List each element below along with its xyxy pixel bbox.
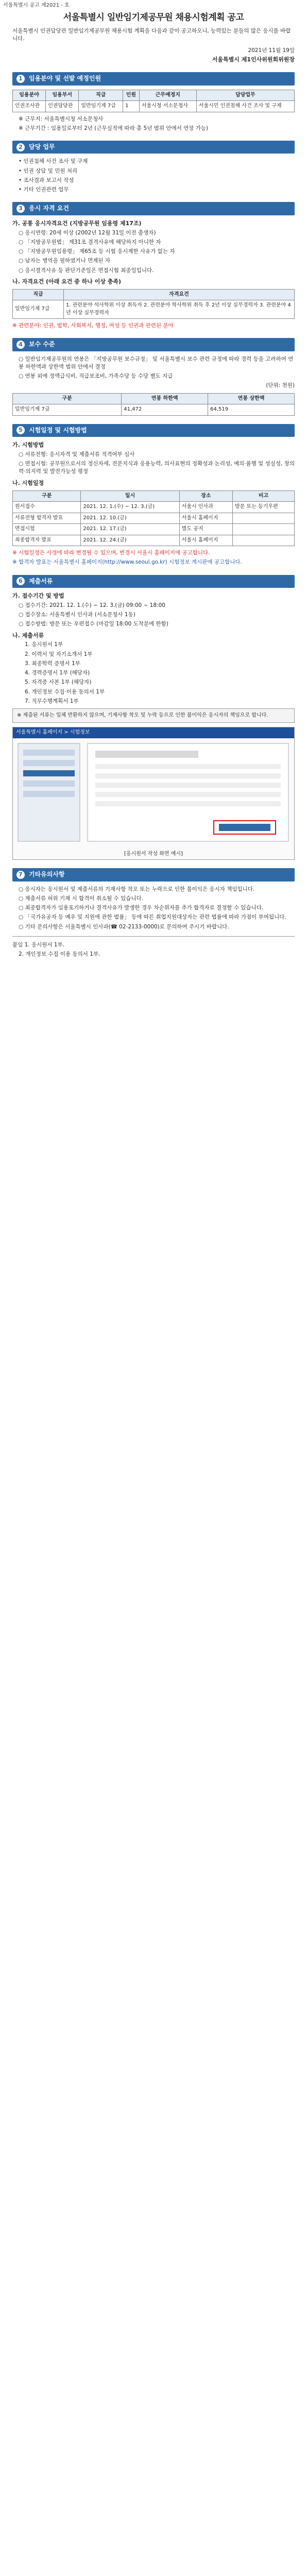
recruitment-table — [12, 90, 295, 112]
table-header: 구분 — [13, 490, 81, 502]
table-cell: 원서접수 — [13, 502, 81, 513]
table-row — [13, 502, 295, 513]
table-cell: 서울시 홈페이지 — [179, 535, 232, 546]
section-title: 제출서류 — [29, 577, 53, 585]
attachment-item: 붙임 1. 응시원서 1부. — [12, 941, 65, 948]
note-line: ※ 근무기간 : 임용일로부터 2년 (근무실적에 따라 총 5년 범위 안에서 연장 가능) — [19, 125, 209, 131]
table-row — [13, 101, 295, 112]
table-cell: 2021. 12. 24.(금) — [81, 535, 179, 546]
attachment-item: 2. 개인정보 수집 이용 동의서 1부. — [19, 951, 100, 958]
table-header: 비고 — [233, 490, 295, 502]
section-number: 1 — [16, 75, 25, 83]
requirement-item: ○ 「지방공무원법」 제31조 결격사유에 해당하지 아니한 자 — [19, 239, 161, 245]
document-item: 4. 경력증명서 1부 (해당자) — [25, 670, 90, 676]
screenshot-caption: [응시원서 작성 화면 예시] — [124, 851, 183, 857]
issuing-org: 서울특별시 제1인사위원회위원장 — [212, 56, 295, 63]
requirement-item: ○ 응시연령: 20세 이상 (2002년 12월 31일 이전 출생자) — [19, 229, 156, 236]
table-cell: 인권담당관 — [46, 101, 79, 112]
table-cell: 2021. 12. 10.(금) — [81, 513, 179, 524]
table-cell: 2021. 12. 17.(금) — [81, 524, 179, 535]
table-header: 임용부서 — [46, 90, 79, 101]
table-header: 인원 — [123, 90, 140, 101]
schedule-note: ※ 합격자 발표는 서울특별시 홈페이지(http://www.seoul.go.kr) 시험정보 게시판에 공고합니다. — [12, 559, 242, 566]
table-row — [13, 524, 295, 535]
document-item: 5. 자격증 사본 1부 (해당자) — [25, 679, 92, 686]
section-4-header — [12, 338, 295, 351]
section-number: 7 — [16, 871, 25, 879]
table-cell: 일반임기제 7급 — [79, 101, 123, 112]
table-cell: 면접시험 — [13, 524, 81, 535]
subheading: 나. 시험일정 — [12, 479, 44, 486]
document-item: 1. 응시원서 1부 — [25, 641, 63, 648]
table-cell — [233, 513, 295, 524]
table-cell: 1. 관련분야 석사학위 이상 취득자 2. 관련분야 학사학위 취득 후 2년 이상 실무경력자 3. 관련분야 4년 이상 실무경력자 — [64, 300, 295, 319]
section-title: 임용분야 및 선발 예정인원 — [29, 75, 101, 82]
salary-line: ○ 연봉 외에 정액급식비, 직급보조비, 가족수당 등 수당 별도 지급 — [19, 373, 173, 380]
subheading: 가. 공통 응시자격요건 (지방공무원 임용령 제17조) — [12, 219, 142, 227]
document-item: 7. 직무수행계획서 1부 — [25, 698, 79, 704]
notice-line: ○ 「국가유공자 등 예우 및 지원에 관한 법률」 등에 따른 취업지원대상자는 관련 법률에 따라 가점이 부여됩니다. — [19, 914, 286, 921]
page-title: 서울특별시 일반임기제공무원 채용시험계획 공고 — [63, 12, 244, 23]
notice-line: ○ 최종합격자가 임용포기하거나 결격사유가 발생한 경우 차순위자를 추가 합격자로 결정할 수 있습니다. — [19, 905, 264, 911]
notice-line: ○ 기타 문의사항은 서울특별시 인사과(☎ 02-2133-0000)로 문의하여 주시기 바랍니다. — [19, 923, 229, 930]
subheading: 나. 자격요건 (아래 요건 중 하나 이상 충족) — [12, 278, 122, 285]
table-cell: 41,472 — [122, 404, 208, 416]
application-line: ○ 접수장소: 서울특별시 인사과 (서소문청사 1동) — [19, 612, 135, 618]
requirement-item: ○ 「지방공무원임용령」 제65조 등 시험 응시제한 사유가 없는 자 — [19, 248, 175, 255]
notice-line: ○ 응시자는 응시원서 및 제출서류의 기재사항 착오 또는 누락으로 인한 불이익은 응시자 책임입니다. — [19, 886, 255, 892]
qualification-table — [12, 289, 295, 319]
section-3-header — [12, 202, 295, 215]
table-cell: 서울시청 서소문청사 — [139, 101, 196, 112]
duty-item: • 인권 상담 및 민원 처리 — [19, 167, 78, 174]
section-title: 보수 수준 — [29, 341, 55, 348]
top-note: 서울특별시 공고 제2021 - 호 — [3, 3, 70, 8]
screenshot-header: 서울특별시 홈페이지 > 시험정보 — [13, 727, 294, 738]
attachments — [12, 936, 295, 958]
table-cell: 2021. 12. 1.(수) ~ 12. 3.(금) — [81, 502, 179, 513]
table-cell: 1 — [123, 101, 140, 112]
salary-line: ○ 일반임기제공무원의 연봉은 「지방공무원 보수규정」 및 서울특별시 보수 관련 규정에 따라 경력 등을 고려하여 연봉 하한액과 상한액 범위 안에서 결정 — [19, 355, 294, 370]
subheading: 가. 시험방법 — [12, 442, 44, 449]
table-header: 연봉 상한액 — [208, 393, 295, 404]
table-cell: 일반임기제 7급 — [13, 300, 64, 319]
table-header: 일시 — [81, 490, 179, 502]
table-header: 구분 — [13, 393, 122, 404]
application-line: ○ 접수기간: 2021. 12. 1.(수) ~ 12. 3.(금) 09:00 ~ 18:00 — [19, 602, 165, 608]
section-2-header — [12, 141, 295, 154]
notice-box: ※ 제출된 서류는 일체 반환하지 않으며, 기재사항 착오 및 누락 등으로 인한 불이익은 응시자의 책임으로 합니다. — [12, 708, 295, 723]
section-1-header — [12, 72, 295, 85]
subheading: 나. 제출서류 — [12, 632, 44, 639]
schedule-table — [12, 490, 295, 547]
section-title: 응시 자격 요건 — [29, 205, 69, 212]
section-number: 2 — [16, 143, 25, 151]
requirement-item: ○ 응시결격사유 등 판단기준일은 면접시험 최종일입니다. — [19, 267, 154, 274]
screenshot-illustration — [13, 738, 294, 846]
method-line: ○ 면접시험: 공무원으로서의 정신자세, 전문지식과 응용능력, 의사표현의 정확성과 논리성, 예의·품행 및 성실성, 창의력·의지력 및 발전가능성 평정 — [19, 461, 295, 475]
unit-label: (단위: 천원) — [266, 382, 295, 389]
document-item: 2. 이력서 및 자기소개서 1부 — [25, 651, 93, 657]
table-header: 직급 — [79, 90, 123, 101]
table-cell: 일반임기제 7급 — [13, 404, 122, 416]
table-cell: 서울시 인사과 — [179, 502, 232, 513]
table-cell: 최종합격자 발표 — [13, 535, 81, 546]
section-number: 4 — [16, 341, 25, 349]
document-item: 3. 최종학력 증명서 1부 — [25, 660, 80, 667]
table-header: 담당업무 — [196, 90, 294, 101]
duty-item: • 조사결과 보고서 작성 — [19, 177, 74, 183]
table-cell: 서류전형 합격자 발표 — [13, 513, 81, 524]
table-header: 연봉 하한액 — [122, 393, 208, 404]
document-item: 6. 개인정보 수집·이용 동의서 1부 — [25, 688, 105, 695]
section-7-header — [12, 868, 295, 881]
requirement-item: ○ 남자는 병역을 필하였거나 면제된 자 — [19, 258, 110, 264]
table-header: 근무예정지 — [139, 90, 196, 101]
table-cell: 서울시 홈페이지 — [179, 513, 232, 524]
section-title: 시험일정 및 시험방법 — [29, 426, 87, 434]
table-header: 자격요건 — [64, 289, 295, 300]
table-cell: 서울시민 인권침해 사건 조사 및 구제 — [196, 101, 294, 112]
table-cell: 방문 또는 등기우편 — [233, 502, 295, 513]
announce-date: 2021년 11월 19일 — [248, 47, 295, 54]
table-header: 장소 — [179, 490, 232, 502]
website-screenshot — [12, 727, 295, 860]
method-line: ○ 서류전형: 응시자격 및 제출서류 적격여부 심사 — [19, 451, 135, 457]
table-row — [13, 513, 295, 524]
duty-item: • 기타 인권관련 업무 — [19, 187, 69, 193]
intro-text: 서울특별시 인권담당관 일반임기제공무원 채용시험 계획을 다음과 같이 공고하오니, 능력있는 분들의 많은 응시를 바랍니다. — [12, 27, 291, 42]
warning-text: ※ 관련분야: 인권, 법학, 사회복지, 행정, 여성 등 인권과 관련된 분야 — [12, 323, 174, 329]
application-line: ○ 접수방법: 방문 또는 우편접수 (마감일 18:00 도착분에 한함) — [19, 621, 168, 628]
table-cell: 별도 공지 — [179, 524, 232, 535]
salary-table — [12, 393, 295, 416]
section-5-header — [12, 424, 295, 437]
table-cell — [233, 524, 295, 535]
table-row — [13, 300, 295, 319]
duty-item: • 인권침해 사건 조사 및 구제 — [19, 158, 88, 165]
note-line: ※ 근무지: 서울특별시청 서소문청사 — [19, 115, 104, 122]
table-cell: 64,519 — [208, 404, 295, 416]
notice-line: ○ 제출서류 허위 기재 시 합격이 취소될 수 있습니다. — [19, 895, 144, 902]
section-number: 3 — [16, 205, 25, 213]
section-title: 기타유의사항 — [29, 871, 65, 878]
table-row — [13, 404, 295, 416]
table-cell: 인권조사관 — [13, 101, 46, 112]
section-number: 5 — [16, 426, 25, 434]
subheading: 가. 접수기간 및 방법 — [12, 592, 64, 599]
document-body — [12, 11, 295, 960]
section-6-header — [12, 575, 295, 588]
schedule-note: ※ 시험일정은 사정에 따라 변경될 수 있으며, 변경시 서울시 홈페이지에 공고합니다. — [12, 550, 210, 556]
table-row — [13, 535, 295, 546]
table-cell — [233, 535, 295, 546]
table-header: 직급 — [13, 289, 64, 300]
section-title: 담당 업무 — [29, 143, 55, 151]
table-header: 임용분야 — [13, 90, 46, 101]
section-number: 6 — [16, 577, 25, 585]
